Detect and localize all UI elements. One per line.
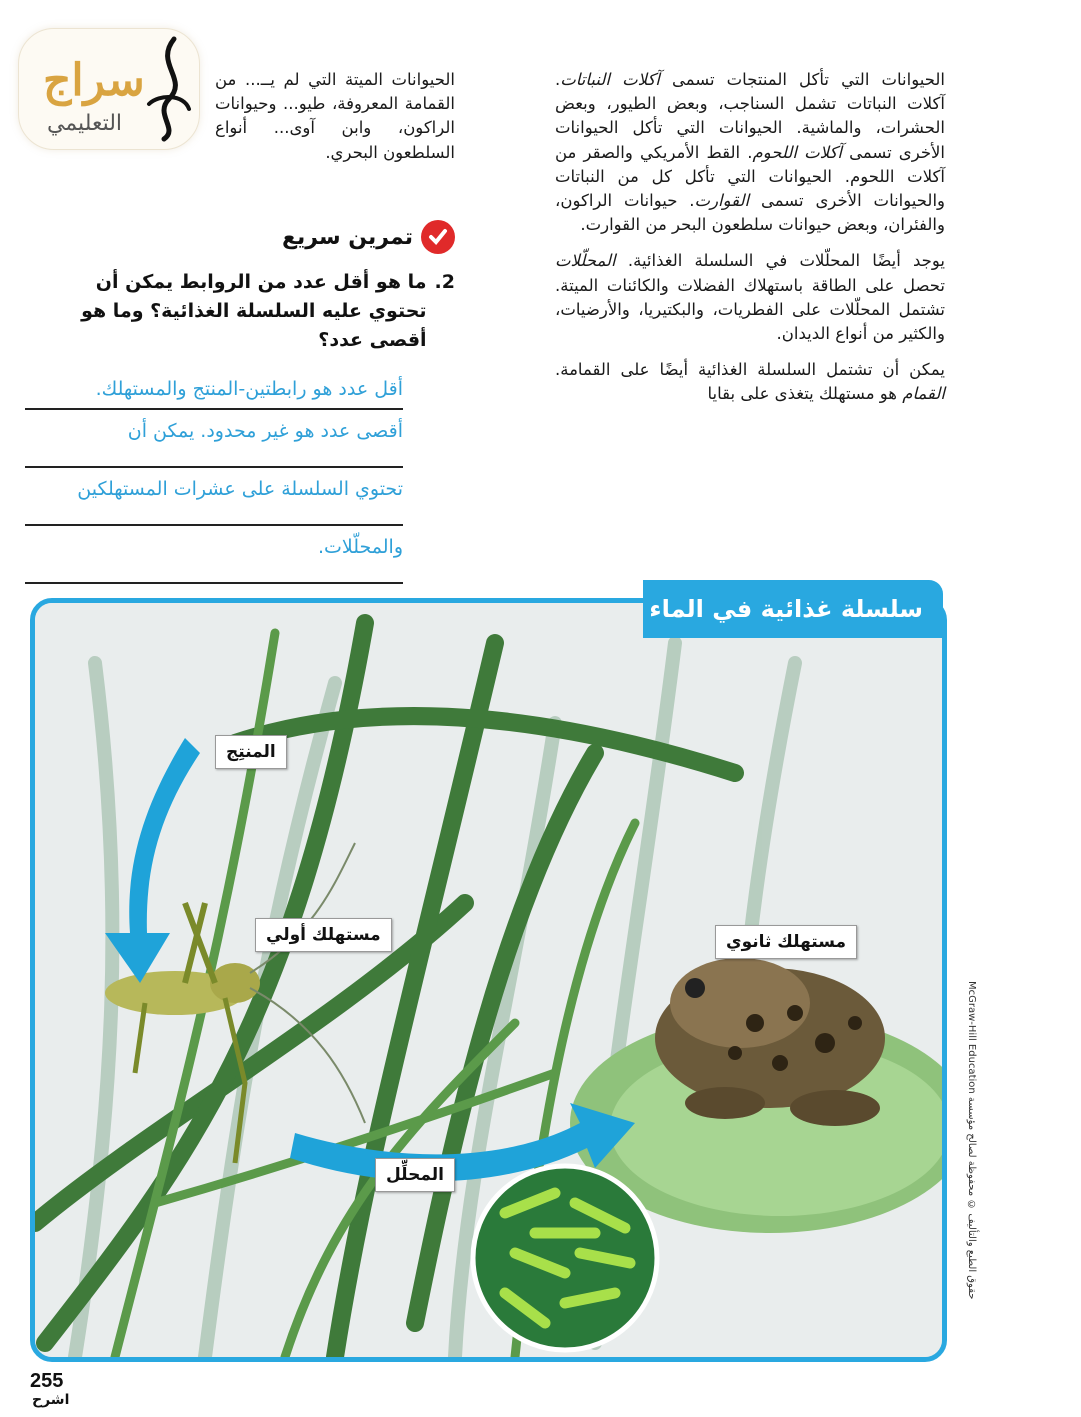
food-chain-figure	[30, 598, 947, 1362]
paragraph-consumers: الحيوانات التي تأكل المنتجات تسمى آكلات النباتات. آكلات النباتات تشمل السناجب، وبعض الطيور، وبعض الحشرات، والماشية. الحيوانات التي تأكل الحيوانات الأخرى تسمى آكلات اللحوم. القط الأمريكي والصقر من آكلات اللحوم. الحيوانات التي تأكل كل من النباتات والحيوانات الأخرى تسمى القوارت. حيوانات الراكون، والفئران، وبعض حيوانات سلطعون البحر من القوارت.	[555, 70, 946, 235]
left-text-column	[25, 68, 455, 165]
term-scavenger: القمام	[902, 384, 945, 404]
answer-line: أقصى عدد هو غير محدود. يمكن أن	[25, 410, 403, 468]
bacteria-icon	[473, 1166, 657, 1350]
answer-line: والمحلّلات.	[25, 526, 403, 584]
figure-title: سلسلة غذائية في الماء	[643, 580, 943, 638]
logo-sub: التعليمي	[47, 111, 123, 136]
label-decomposer: المحلِّل	[375, 1158, 455, 1192]
term-decomposers: المحلّلات	[555, 251, 616, 271]
page-number: 255	[30, 1370, 64, 1392]
question-number: 2.	[434, 271, 455, 293]
quick-exercise-label: تمرين سريع	[281, 224, 413, 250]
term-carnivores: آكلات اللحوم	[752, 142, 842, 162]
answer-line: أقل عدد هو رابطتين-المنتج والمستهلك.	[25, 372, 403, 410]
logo-name: سراج	[43, 55, 145, 106]
paragraph-scavengers: يمكن أن تشتمل السلسلة الغذائية أيضًا على القمامة. القمام هو مستهلك يتغذى على بقايا	[555, 360, 945, 404]
paragraph-scavengers-cont: الحيوانات الميتة التي لم يــ... من القمامة المعروفة، طيو... وحيوانات الراكون، وابن آوى... أنواع السلطعون البحري.	[215, 70, 455, 162]
page-section-label: اشرح	[32, 1392, 70, 1408]
pond-scene-illustration	[35, 603, 942, 1357]
paragraph-decomposers: يوجد أيضًا المحلّلات في السلسلة الغذائية. المحلّلات تحصل على الطاقة باستهلاك الفضلات والكائنات الميتة. تشتمل المحلّلات على الفطريات، والبكتيريا، والأرضيات، والكثير من أنواع الديدان.	[555, 251, 945, 344]
right-text-column	[555, 68, 945, 419]
check-icon	[421, 220, 455, 254]
question-text: ما هو أقل عدد من الروابط يمكن أن تحتوي عليه السلسلة الغذائية؟ وما هو أقصى عدد؟	[81, 271, 427, 351]
term-herbivores: آكلات النباتات	[560, 70, 660, 89]
term-omnivores: القوارت	[694, 191, 750, 211]
label-primary-consumer: مستهلك أولي	[255, 918, 392, 952]
answer-lines	[25, 372, 403, 584]
label-secondary-consumer: مستهلك ثانوي	[715, 925, 857, 959]
label-producer: المنتِج	[215, 735, 287, 769]
exercise-question	[75, 268, 455, 355]
quick-exercise-title	[240, 220, 455, 254]
answer-line: تحتوي السلسلة على عشرات المستهلكين	[25, 468, 403, 526]
copyright-note: حقوق الطبع والتأليف © محفوظة لصالح مؤسسة McGraw-Hill Education	[966, 980, 977, 1300]
